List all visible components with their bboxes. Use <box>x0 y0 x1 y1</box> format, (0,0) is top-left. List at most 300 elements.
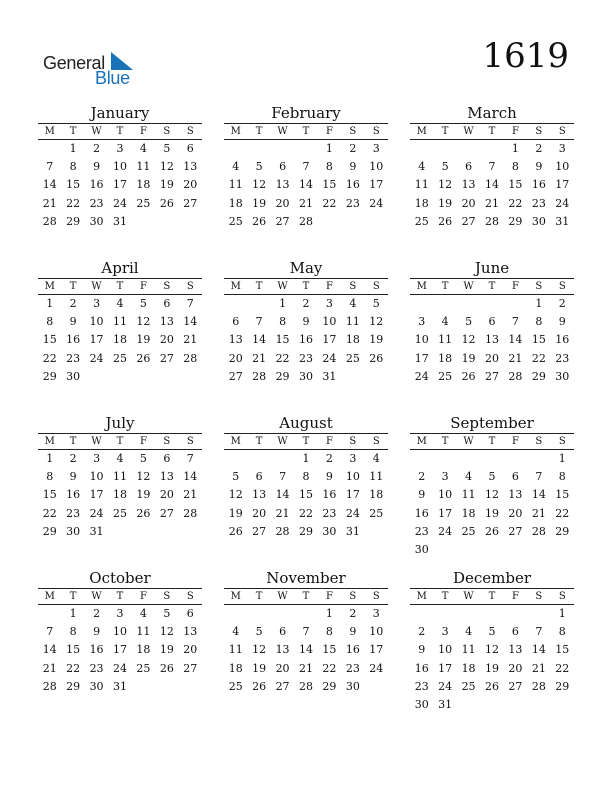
day-cell: 18 <box>136 178 151 192</box>
day-cell: 30 <box>66 369 81 383</box>
day-cell: 10 <box>414 333 429 347</box>
week-row <box>224 195 388 213</box>
day-cell: 25 <box>112 506 127 520</box>
day-cell: 18 <box>461 506 476 520</box>
day-cell: 17 <box>369 643 384 657</box>
day-cell: 7 <box>186 297 194 310</box>
weekday-label: T <box>488 591 496 602</box>
day-cell: 7 <box>46 160 54 174</box>
day-cell: 1 <box>302 452 310 465</box>
day-cell: 28 <box>275 524 290 538</box>
weekday-label: F <box>139 436 147 447</box>
day-cell <box>247 605 270 623</box>
month-december <box>410 569 574 724</box>
week-row <box>224 350 388 368</box>
day-cell: 15 <box>275 333 290 347</box>
day-cell: 24 <box>112 661 127 675</box>
day-cell: 20 <box>183 178 198 192</box>
brand-logo <box>43 50 153 90</box>
day-cell: 4 <box>139 142 147 155</box>
day-cell: 30 <box>89 214 104 228</box>
day-cell: 25 <box>461 679 476 693</box>
day-cell: 24 <box>322 351 337 365</box>
day-cell: 16 <box>414 661 429 675</box>
day-cell: 3 <box>441 625 449 639</box>
weekday-label: S <box>186 126 194 137</box>
day-cell: 1 <box>511 142 519 155</box>
day-cell: 30 <box>531 214 546 228</box>
day-cell: 30 <box>555 369 570 383</box>
weekday-label: F <box>325 281 333 292</box>
month-name: October <box>38 569 202 589</box>
weekday-label: S <box>349 126 357 137</box>
day-cell: 19 <box>159 178 174 192</box>
week-row <box>38 660 202 678</box>
weekday-header <box>410 124 574 140</box>
day-cell <box>504 696 527 714</box>
day-cell: 24 <box>414 369 429 383</box>
day-cell: 21 <box>298 196 313 210</box>
day-cell: 7 <box>535 625 543 639</box>
day-cell: 12 <box>484 643 499 657</box>
day-cell: 29 <box>66 679 81 693</box>
day-cell: 12 <box>159 160 174 174</box>
day-cell: 5 <box>163 607 171 620</box>
day-cell: 4 <box>372 452 380 465</box>
day-cell: 28 <box>42 214 57 228</box>
day-cell: 19 <box>252 661 267 675</box>
weekday-label: T <box>116 126 124 137</box>
week-row <box>38 505 202 523</box>
day-cell: 22 <box>555 661 570 675</box>
weekday-header <box>224 589 388 605</box>
day-cell: 7 <box>535 470 543 484</box>
day-cell: 12 <box>438 178 453 192</box>
weekday-label: S <box>163 126 171 137</box>
month-name: March <box>410 104 574 124</box>
day-cell: 4 <box>418 160 426 174</box>
weekday-label: F <box>139 126 147 137</box>
day-cell <box>480 295 503 313</box>
weekday-label: M <box>230 126 241 137</box>
weekday-label: S <box>535 436 543 447</box>
day-cell <box>480 696 503 714</box>
weekday-label: F <box>511 126 519 137</box>
weekday-label: T <box>488 126 496 137</box>
day-cell: 23 <box>89 661 104 675</box>
day-cell: 8 <box>325 160 333 174</box>
day-cell <box>504 295 527 313</box>
week-row <box>224 486 388 504</box>
day-cell: 10 <box>345 470 360 484</box>
weekday-label: S <box>349 591 357 602</box>
month-october <box>38 569 202 724</box>
day-cell <box>410 140 433 158</box>
day-cell <box>294 605 317 623</box>
week-row <box>38 486 202 504</box>
day-cell: 2 <box>69 297 77 310</box>
day-cell: 14 <box>508 333 523 347</box>
day-cell: 8 <box>279 315 287 329</box>
week-row <box>410 505 574 523</box>
day-cell <box>480 541 503 559</box>
day-cell <box>504 605 527 623</box>
day-cell: 30 <box>345 679 360 693</box>
week-row <box>410 678 574 696</box>
weekday-label: T <box>255 436 263 447</box>
day-cell <box>457 140 480 158</box>
day-cell: 6 <box>163 452 171 465</box>
day-cell: 23 <box>89 196 104 210</box>
weekday-label: F <box>325 591 333 602</box>
day-cell <box>341 368 364 386</box>
day-cell: 17 <box>555 178 570 192</box>
day-cell: 13 <box>228 333 243 347</box>
day-cell: 17 <box>89 488 104 502</box>
week-row <box>410 523 574 541</box>
day-cell: 26 <box>228 524 243 538</box>
month-name: December <box>410 569 574 589</box>
day-cell: 14 <box>42 643 57 657</box>
weekday-label: F <box>511 591 519 602</box>
day-cell: 26 <box>369 351 384 365</box>
day-cell: 24 <box>555 196 570 210</box>
weekday-label: S <box>372 591 380 602</box>
weekday-label: M <box>416 591 427 602</box>
week-row <box>224 313 388 331</box>
day-cell: 9 <box>349 625 357 639</box>
day-cell: 9 <box>418 488 426 502</box>
day-cell: 9 <box>69 470 77 484</box>
weekday-label: S <box>372 436 380 447</box>
day-cell <box>247 295 270 313</box>
month-july <box>38 414 202 569</box>
weekday-label: F <box>325 126 333 137</box>
day-cell <box>341 213 364 231</box>
weekday-label: T <box>302 436 310 447</box>
day-cell: 22 <box>531 351 546 365</box>
day-cell: 14 <box>183 470 198 484</box>
day-cell: 27 <box>252 524 267 538</box>
day-cell: 25 <box>136 661 151 675</box>
week-row <box>38 176 202 194</box>
day-cell: 18 <box>112 333 127 347</box>
week-row <box>224 641 388 659</box>
day-cell <box>271 140 294 158</box>
weekday-label: S <box>163 436 171 447</box>
weekday-label: S <box>535 591 543 602</box>
day-cell: 5 <box>139 297 147 310</box>
weekday-label: T <box>441 436 449 447</box>
weekday-label: S <box>558 281 566 292</box>
day-cell <box>504 541 527 559</box>
day-cell: 11 <box>414 178 429 192</box>
week-row <box>410 660 574 678</box>
day-cell: 6 <box>186 142 194 155</box>
week-row <box>38 641 202 659</box>
day-cell: 29 <box>275 369 290 383</box>
day-cell: 17 <box>345 488 360 502</box>
day-cell: 12 <box>228 488 243 502</box>
day-cell: 22 <box>42 351 57 365</box>
day-cell <box>224 295 247 313</box>
day-cell: 14 <box>252 333 267 347</box>
day-cell: 20 <box>228 351 243 365</box>
day-cell: 26 <box>252 679 267 693</box>
day-cell: 24 <box>345 506 360 520</box>
day-cell: 30 <box>66 524 81 538</box>
day-cell: 15 <box>508 178 523 192</box>
day-cell <box>365 368 388 386</box>
day-cell: 5 <box>488 625 496 639</box>
weekday-label: T <box>441 591 449 602</box>
day-cell: 25 <box>136 196 151 210</box>
day-cell: 31 <box>438 697 453 711</box>
month-name: January <box>38 104 202 124</box>
day-cell: 14 <box>531 488 546 502</box>
day-cell: 26 <box>159 196 174 210</box>
day-cell: 20 <box>508 661 523 675</box>
day-cell: 31 <box>555 214 570 228</box>
day-cell: 29 <box>508 214 523 228</box>
day-cell: 23 <box>414 679 429 693</box>
day-cell <box>480 605 503 623</box>
day-cell <box>271 450 294 468</box>
weekday-header <box>410 434 574 450</box>
day-cell: 2 <box>93 142 101 155</box>
day-cell: 10 <box>112 160 127 174</box>
day-cell: 17 <box>322 333 337 347</box>
day-cell: 10 <box>322 315 337 329</box>
day-cell: 12 <box>136 470 151 484</box>
day-cell: 9 <box>349 160 357 174</box>
week-row <box>410 176 574 194</box>
weekday-label: T <box>302 281 310 292</box>
day-cell <box>224 605 247 623</box>
day-cell <box>433 450 456 468</box>
day-cell: 2 <box>325 452 333 465</box>
weekday-label: S <box>349 281 357 292</box>
weekday-label: T <box>302 126 310 137</box>
day-cell: 20 <box>252 506 267 520</box>
day-cell: 14 <box>298 178 313 192</box>
day-cell: 2 <box>93 607 101 620</box>
day-cell: 30 <box>414 542 429 556</box>
day-cell: 18 <box>438 351 453 365</box>
day-cell: 21 <box>298 661 313 675</box>
weekday-label: W <box>463 126 474 137</box>
day-cell: 12 <box>159 625 174 639</box>
day-cell: 28 <box>531 679 546 693</box>
day-cell: 5 <box>465 315 473 329</box>
day-cell: 27 <box>275 214 290 228</box>
day-cell: 12 <box>461 333 476 347</box>
day-cell: 6 <box>279 625 287 639</box>
day-cell: 27 <box>508 679 523 693</box>
day-cell: 20 <box>508 506 523 520</box>
day-cell: 4 <box>441 315 449 329</box>
day-cell: 31 <box>89 524 104 538</box>
weekday-label: W <box>91 281 102 292</box>
day-cell: 1 <box>46 297 54 310</box>
day-cell: 11 <box>136 160 151 174</box>
week-row <box>38 605 202 623</box>
day-cell: 30 <box>89 679 104 693</box>
week-row <box>410 450 574 468</box>
weekday-label: M <box>44 281 55 292</box>
day-cell: 28 <box>531 524 546 538</box>
week-row <box>38 368 202 386</box>
month-name: May <box>224 259 388 279</box>
weekday-label: S <box>163 591 171 602</box>
month-name: July <box>38 414 202 434</box>
weekday-label: W <box>463 281 474 292</box>
day-cell: 6 <box>465 160 473 174</box>
day-cell: 14 <box>298 643 313 657</box>
day-cell <box>38 605 61 623</box>
week-row <box>410 486 574 504</box>
month-august <box>224 414 388 569</box>
day-cell <box>294 140 317 158</box>
day-cell: 8 <box>69 625 77 639</box>
day-cell: 29 <box>555 524 570 538</box>
weekday-header <box>224 124 388 140</box>
day-cell: 3 <box>325 297 333 310</box>
day-cell: 13 <box>159 470 174 484</box>
month-january <box>38 104 202 259</box>
day-cell: 5 <box>163 142 171 155</box>
weekday-label: M <box>230 436 241 447</box>
weekday-label: S <box>535 126 543 137</box>
day-cell: 13 <box>508 643 523 657</box>
day-cell: 18 <box>112 488 127 502</box>
weekday-label: S <box>558 126 566 137</box>
day-cell: 18 <box>345 333 360 347</box>
weekday-label: F <box>511 436 519 447</box>
weekday-header <box>410 279 574 295</box>
day-cell: 4 <box>116 452 124 465</box>
day-cell: 17 <box>112 178 127 192</box>
day-cell: 24 <box>112 196 127 210</box>
day-cell: 18 <box>369 488 384 502</box>
day-cell: 3 <box>372 607 380 620</box>
day-cell: 19 <box>136 333 151 347</box>
week-row <box>38 468 202 486</box>
day-cell: 10 <box>89 470 104 484</box>
week-row <box>224 213 388 231</box>
day-cell: 29 <box>42 524 57 538</box>
day-cell <box>457 450 480 468</box>
day-cell: 23 <box>531 196 546 210</box>
day-cell: 2 <box>69 452 77 465</box>
week-row <box>224 505 388 523</box>
year-title: 1619 <box>482 36 569 76</box>
day-cell: 23 <box>66 506 81 520</box>
day-cell: 15 <box>322 643 337 657</box>
day-cell: 26 <box>461 369 476 383</box>
month-september <box>410 414 574 569</box>
day-cell: 11 <box>228 643 243 657</box>
weekday-header <box>38 124 202 140</box>
day-cell <box>224 450 247 468</box>
day-cell: 10 <box>112 625 127 639</box>
weekday-header <box>224 279 388 295</box>
day-cell: 16 <box>66 488 81 502</box>
month-april <box>38 259 202 414</box>
day-cell: 8 <box>302 470 310 484</box>
week-row <box>410 350 574 368</box>
day-cell: 18 <box>461 661 476 675</box>
day-cell: 21 <box>42 661 57 675</box>
weekday-label: S <box>558 591 566 602</box>
week-row <box>38 350 202 368</box>
day-cell: 25 <box>369 506 384 520</box>
day-cell: 7 <box>186 452 194 465</box>
day-cell <box>457 541 480 559</box>
day-cell: 19 <box>461 351 476 365</box>
day-cell <box>247 140 270 158</box>
week-row <box>224 523 388 541</box>
day-cell: 31 <box>345 524 360 538</box>
day-cell <box>551 541 574 559</box>
day-cell: 9 <box>558 315 566 329</box>
day-cell: 3 <box>349 452 357 465</box>
day-cell: 10 <box>438 643 453 657</box>
day-cell <box>179 368 202 386</box>
day-cell: 23 <box>555 351 570 365</box>
brand-name-blue: Blue <box>95 68 130 88</box>
day-cell: 14 <box>183 315 198 329</box>
day-cell: 18 <box>228 661 243 675</box>
day-cell <box>85 368 108 386</box>
day-cell: 6 <box>279 160 287 174</box>
day-cell: 19 <box>438 196 453 210</box>
day-cell <box>365 678 388 696</box>
day-cell: 16 <box>555 333 570 347</box>
day-cell: 15 <box>298 488 313 502</box>
day-cell: 1 <box>325 607 333 620</box>
day-cell: 19 <box>252 196 267 210</box>
weekday-label: W <box>91 436 102 447</box>
day-cell: 2 <box>418 625 426 639</box>
day-cell: 26 <box>484 679 499 693</box>
day-cell: 6 <box>511 470 519 484</box>
week-row <box>410 195 574 213</box>
day-cell: 5 <box>255 160 263 174</box>
month-name: November <box>224 569 388 589</box>
week-row <box>224 295 388 313</box>
weekday-label: S <box>163 281 171 292</box>
week-row <box>224 158 388 176</box>
weekday-label: T <box>488 281 496 292</box>
day-cell <box>410 605 433 623</box>
weekday-label: T <box>441 126 449 137</box>
day-cell: 4 <box>232 625 240 639</box>
day-cell: 11 <box>112 470 127 484</box>
day-cell: 10 <box>89 315 104 329</box>
month-name: April <box>38 259 202 279</box>
day-cell: 21 <box>508 351 523 365</box>
day-cell: 30 <box>414 697 429 711</box>
day-cell: 20 <box>275 661 290 675</box>
day-cell: 23 <box>345 661 360 675</box>
day-cell: 5 <box>232 470 240 484</box>
day-cell: 11 <box>136 625 151 639</box>
week-row <box>410 158 574 176</box>
day-cell: 7 <box>279 470 287 484</box>
weekday-label: F <box>139 281 147 292</box>
week-row <box>224 331 388 349</box>
